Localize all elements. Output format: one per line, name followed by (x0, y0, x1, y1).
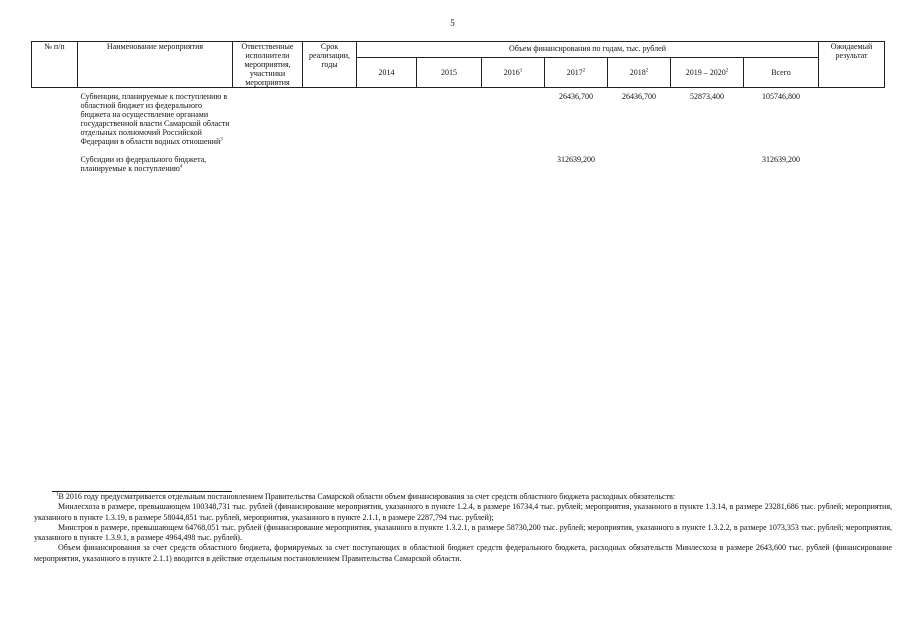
cell-num (32, 88, 78, 147)
table-row (32, 88, 885, 147)
footnote-1-federal-note: Объем финансирования за счет средств областного бюджета, формируемых за счет поступающих в областной бюджет средств федерального бюджета, расходных обязательств Минлесхоза в размере 2643,600 тыс. рублей (финансирование мероприятия, указанного в пункте 2.1.1) вводится в действие отдельным постановлением Правительства Самарской области. (34, 543, 892, 563)
header-year-2017: 2017$^2$ (545, 58, 608, 88)
cell-total: 105746,800 (762, 92, 800, 101)
cell-2014 (357, 88, 417, 147)
cell-2018: 26436,700 (622, 92, 656, 101)
cell-2016 (482, 88, 545, 147)
header-name: Наименование мероприятия (78, 42, 233, 88)
footnote-1-item-minleshoz: Минлесхоза в размере, превышающем 100348,731 тыс. рублей (финансирование мероприятия, указанного в пункте 1.2.4, в размере 16734,4 тыс. рублей; мероприятия, указанного в пункте 1.3.14, в размере 23281,686 тыс. рублей; мероприятия, указанного в пункте 1.3.19, в размере 58044,851 тыс. рублей, мероприятия, указанного в пункте 2.1.1, в размере 2287,794 тыс. рублей); (34, 502, 892, 522)
table-row (32, 146, 885, 173)
cell-2015 (417, 146, 482, 173)
footnote-1: $^1$В 2016 году предусматривается отдельным постановлением Правительства Самарской области объем финансирования за счет средств областного бюджета расходных обязательств: (56, 492, 676, 501)
cell-2015 (417, 88, 482, 147)
cell-responsible (233, 146, 303, 173)
header-year-2015: 2015 (417, 58, 482, 88)
header-result: Ожидаемый результат (819, 42, 885, 88)
header-term: Срок реализации, годы (303, 42, 357, 88)
cell-name: Субвенции, планируемые к поступлению в областной бюджет из федерального бюджета на осуществление органами государственной власти Самарской области отдельных полномочий Российской Федерации в области водных отношений$^3$ (80, 92, 230, 146)
header-funding-group: Объем финансирования по годам, тыс. рублей (357, 42, 819, 58)
page-number: 5 (450, 18, 455, 28)
header-year-2016: 2016$^1$ (482, 58, 545, 88)
cell-term (303, 146, 357, 173)
cell-2019-2020: 52873,400 (690, 92, 724, 101)
footnote-1-item-minstroy: Минстроя в размере, превышающем 64768,051 тыс. рублей (финансирование мероприятия, указанного в пункте 1.3.2.1, в размере 58730,200 тыс. рублей; мероприятия, указанного в пункте 1.3.2.2, в размере 1073,353 тыс. рублей; мероприятия, указанного в пункте 1.3.9.1, в размере 4964,498 тыс. рублей). (34, 522, 892, 543)
footnotes (34, 492, 892, 564)
cell-responsible (233, 88, 303, 147)
header-year-2019-2020: 2019 – 2020$^2$ (671, 58, 744, 88)
cell-2016 (482, 146, 545, 173)
funding-table (31, 41, 885, 173)
cell-result (819, 88, 885, 147)
header-num: № п/п (32, 42, 78, 88)
header-responsible: Ответственные исполнители мероприятия, участники мероприятия (233, 42, 303, 88)
cell-2018 (608, 146, 671, 173)
cell-name: Субсидии из федерального бюджета, планируемые к поступлению$^4$ (80, 155, 207, 173)
cell-2014 (357, 146, 417, 173)
header-year-2014: 2014 (357, 58, 417, 88)
header-total: Всего (744, 58, 819, 88)
cell-2017: 26436,700 (559, 92, 593, 101)
cell-num (32, 146, 78, 173)
cell-2019-2020 (671, 146, 744, 173)
cell-term (303, 88, 357, 147)
cell-total: 312639,200 (762, 155, 800, 164)
header-year-2018: 2018$^2$ (608, 58, 671, 88)
cell-2017: 312639,200 (557, 155, 595, 164)
cell-result (819, 146, 885, 173)
